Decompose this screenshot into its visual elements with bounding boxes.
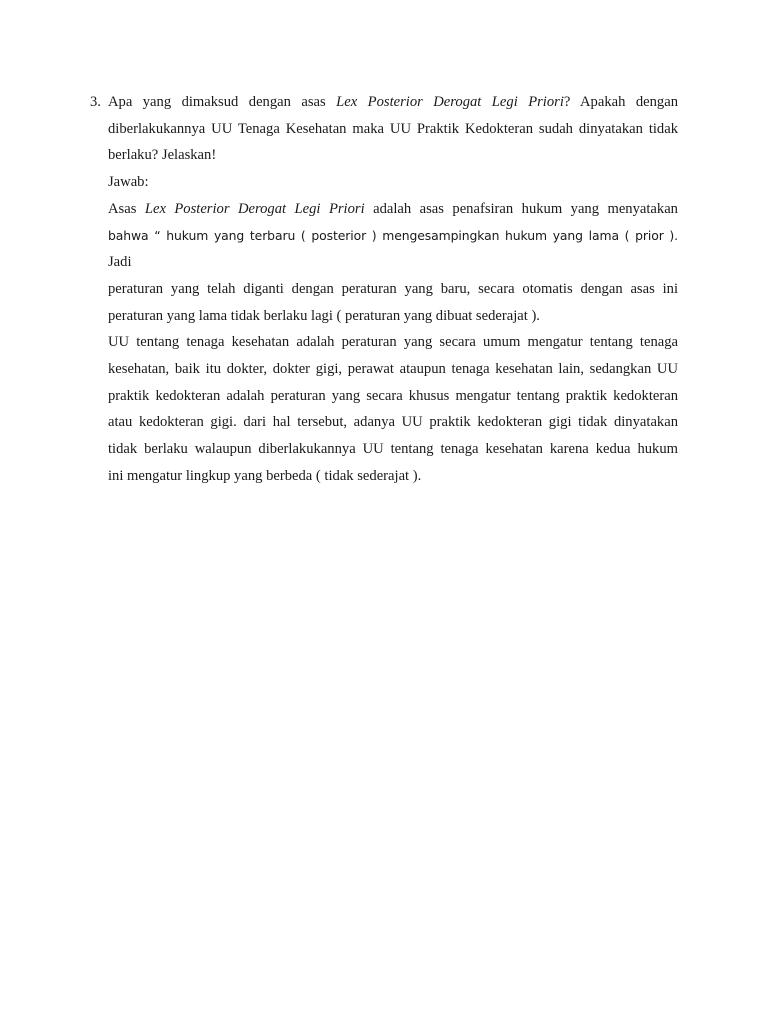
- question-block: [90, 89, 678, 490]
- answer-paragraph-1: [108, 196, 678, 330]
- answer-p2-line-2: kesehatan, baik itu dokter, dokter gigi, perawat ataupun tenaga kesehatan lain, sedangkan UU: [108, 361, 678, 378]
- question-text: [108, 89, 678, 169]
- answer-p1-line-1: [108, 196, 678, 223]
- question-line-2: diberlakukannya UU Tenaga Kesehatan maka UU Praktik Kedokteran sudah dinyatakan tidak: [108, 120, 678, 137]
- answer-block: [108, 169, 678, 489]
- answer-quote: bahwa “ hukum yang terbaru ( posterior ) mengesampingkan hukum yang lama ( prior ).: [108, 227, 678, 243]
- answer-p2-line-3: praktik kedokteran adalah peraturan yang secara khusus mengatur tentang praktik kedokteran: [108, 387, 678, 404]
- answer-p1-line-3: peraturan yang telah diganti dengan peraturan yang baru, secara otomatis dengan asas ini: [108, 280, 678, 297]
- answer-p1-line-1-pre: Asas: [108, 200, 145, 217]
- answer-p2-line-6: ini mengatur lingkup yang berbeda ( tidak sederajat ).: [108, 467, 422, 484]
- answer-paragraph-2: [108, 329, 678, 489]
- question-line-1: [108, 89, 678, 116]
- answer-p2-line-5: tidak berlaku walaupun diberlakukannya UU tentang tenaga kesehatan karena kedua hukum: [108, 441, 678, 458]
- answer-latin-term: Lex Posterior Derogat Legi Priori: [144, 200, 365, 217]
- question-number: 3.: [90, 94, 101, 110]
- answer-p1-line-1-post: adalah asas penafsiran hukum yang menyatakan: [364, 200, 678, 217]
- answer-p2-line-1: UU tentang tenaga kesehatan adalah peraturan yang secara umum mengatur tentang tenaga: [108, 334, 678, 351]
- answer-label: Jawab:: [108, 174, 149, 191]
- answer-p1-line-2: [108, 223, 678, 276]
- answer-p1-line-4: peraturan yang lama tidak berlaku lagi ( peraturan yang dibuat sederajat ).: [108, 307, 540, 324]
- answer-p2-line-4: atau kedokteran gigi. dari hal tersebut, adanya UU praktik kedokteran gigi tidak dinyatakan: [108, 414, 678, 431]
- answer-p1-line-2-post: Jadi: [108, 254, 132, 271]
- question-line-1-post: ? Apakah dengan: [563, 94, 678, 110]
- question-latin-term: Lex Posterior Derogat Legi Priori: [336, 94, 564, 110]
- question-line-3: berlaku? Jelaskan!: [108, 147, 217, 164]
- question-line-1-pre: Apa yang dimaksud dengan asas: [108, 94, 337, 110]
